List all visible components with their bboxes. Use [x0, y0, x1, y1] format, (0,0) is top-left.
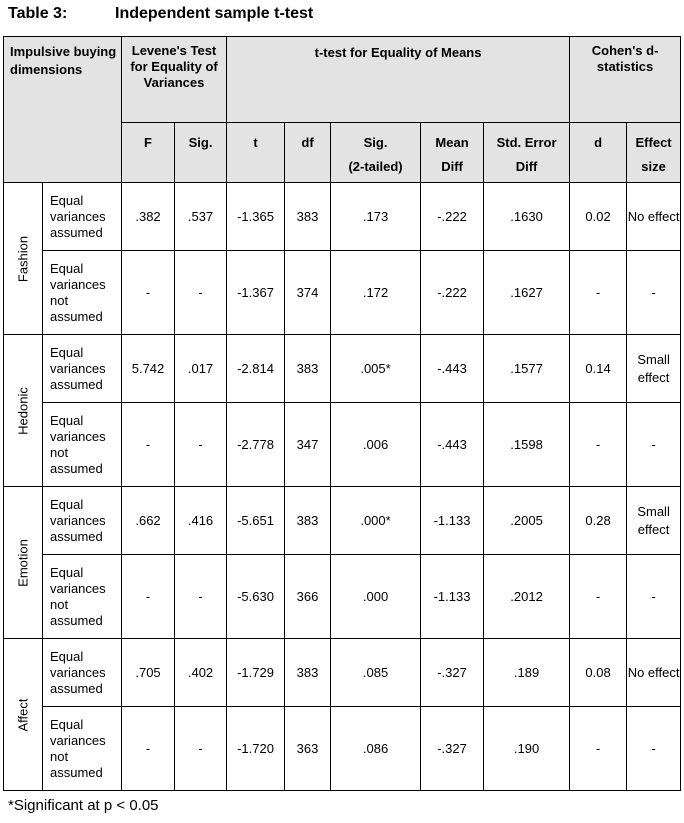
cell-effect: No effect: [627, 639, 681, 707]
cell-d: 0.14: [570, 335, 627, 403]
table-title: Independent sample t-test: [115, 5, 314, 22]
cell-mean: -.443: [421, 403, 484, 487]
cell-df: 383: [285, 183, 331, 251]
cell-d: 0.08: [570, 639, 627, 707]
cell-t: -5.651: [227, 487, 285, 555]
table-row: [4, 335, 681, 403]
table-number: Table 3:: [8, 5, 68, 22]
cell-mean: -.443: [421, 335, 484, 403]
cell-t: -1.367: [227, 251, 285, 335]
cell-se: .189: [484, 639, 570, 707]
cell-F: -: [122, 403, 175, 487]
cell-df: 383: [285, 639, 331, 707]
table-row: [4, 639, 681, 707]
cell-F: -: [122, 251, 175, 335]
cell-sig2: .000*: [331, 487, 421, 555]
row-label: Equal variances not assumed: [43, 251, 122, 335]
header-df: df: [285, 123, 331, 183]
cell-d: -: [570, 251, 627, 335]
cell-t: -2.814: [227, 335, 285, 403]
header-ttest: t-test for Equality of Means: [227, 37, 570, 123]
header-dimension: Impulsive buying dimensions: [4, 37, 122, 183]
table-row: [4, 555, 681, 639]
cell-F: .382: [122, 183, 175, 251]
cell-se: .1630: [484, 183, 570, 251]
cell-sig2: .005*: [331, 335, 421, 403]
cell-d: -: [570, 707, 627, 791]
cell-sig2: .086: [331, 707, 421, 791]
group-label-cell: [4, 639, 43, 791]
cell-sig: .402: [175, 639, 227, 707]
cell-F: .662: [122, 487, 175, 555]
cell-sig: .537: [175, 183, 227, 251]
cell-df: 383: [285, 335, 331, 403]
row-label: Equal variances assumed: [43, 335, 122, 403]
cell-effect: -: [627, 707, 681, 791]
cell-mean: -.222: [421, 183, 484, 251]
row-label: Equal variances assumed: [43, 639, 122, 707]
cell-F: 5.742: [122, 335, 175, 403]
group-label-cell: [4, 335, 43, 487]
row-label: Equal variances not assumed: [43, 403, 122, 487]
table-caption: [8, 3, 313, 25]
cell-sig: .017: [175, 335, 227, 403]
row-label: Equal variances assumed: [43, 487, 122, 555]
cell-effect: Small effect: [627, 487, 681, 555]
cell-sig2: .000: [331, 555, 421, 639]
table-row: [4, 251, 681, 335]
cell-effect: -: [627, 251, 681, 335]
cell-F: -: [122, 555, 175, 639]
group-label: Emotion: [15, 538, 31, 587]
cell-d: 0.28: [570, 487, 627, 555]
cell-sig: .416: [175, 487, 227, 555]
cell-mean: -.222: [421, 251, 484, 335]
t-test-table: [3, 36, 681, 791]
cell-d: -: [570, 555, 627, 639]
cell-t: -1.720: [227, 707, 285, 791]
header-sig-2tailed-line2: (2-tailed): [348, 159, 403, 174]
header-sig-2tailed-line1: Sig.: [363, 135, 388, 150]
cell-se: .2005: [484, 487, 570, 555]
cell-effect: No effect: [627, 183, 681, 251]
header-d: d: [570, 123, 627, 183]
table-row: [4, 403, 681, 487]
cell-mean: -.327: [421, 707, 484, 791]
cell-d: -: [570, 403, 627, 487]
cell-mean: -1.133: [421, 555, 484, 639]
header-std-error: [484, 123, 570, 183]
header-mean-diff: [421, 123, 484, 183]
cell-d: 0.02: [570, 183, 627, 251]
cell-mean: -1.133: [421, 487, 484, 555]
header-sig-2tailed: [331, 123, 421, 183]
cell-sig: -: [175, 555, 227, 639]
group-label-cell: [4, 183, 43, 335]
cell-se: .1577: [484, 335, 570, 403]
cell-effect: -: [627, 555, 681, 639]
cell-se: .2012: [484, 555, 570, 639]
header-f: F: [122, 123, 175, 183]
cell-effect: -: [627, 403, 681, 487]
header-effect-size: [627, 123, 681, 183]
cell-sig: -: [175, 251, 227, 335]
group-label: Hedonic: [15, 386, 31, 435]
cell-t: -5.630: [227, 555, 285, 639]
cell-t: -1.365: [227, 183, 285, 251]
group-label: Affect: [15, 697, 31, 732]
cell-se: .190: [484, 707, 570, 791]
footnote: *Significant at p < 0.05: [8, 797, 159, 814]
header-t: t: [227, 123, 285, 183]
header-cohen: Cohen's d-statistics: [570, 37, 681, 123]
row-label: Equal variances assumed: [43, 183, 122, 251]
cell-F: .705: [122, 639, 175, 707]
header-row-top: [4, 37, 681, 123]
table-row: [4, 183, 681, 251]
row-label: Equal variances not assumed: [43, 555, 122, 639]
cell-mean: -.327: [421, 639, 484, 707]
cell-F: -: [122, 707, 175, 791]
cell-df: 366: [285, 555, 331, 639]
cell-t: -1.729: [227, 639, 285, 707]
cell-sig2: .006: [331, 403, 421, 487]
cell-sig2: .085: [331, 639, 421, 707]
cell-effect: Small effect: [627, 335, 681, 403]
group-label-cell: [4, 487, 43, 639]
cell-t: -2.778: [227, 403, 285, 487]
header-effect-size-line2: size: [641, 159, 666, 174]
cell-se: .1627: [484, 251, 570, 335]
table-row: [4, 707, 681, 791]
cell-sig2: .173: [331, 183, 421, 251]
header-mean-diff-line1: Mean: [435, 135, 469, 150]
table-row: [4, 487, 681, 555]
header-levene: Levene's Test for Equality of Variances: [122, 37, 227, 123]
cell-sig: -: [175, 707, 227, 791]
group-label: Fashion: [15, 235, 31, 282]
cell-df: 374: [285, 251, 331, 335]
header-std-error-line1: Std. Error: [496, 135, 557, 150]
cell-df: 347: [285, 403, 331, 487]
cell-df: 363: [285, 707, 331, 791]
cell-se: .1598: [484, 403, 570, 487]
header-mean-diff-line2: Diff: [441, 159, 463, 174]
cell-sig2: .172: [331, 251, 421, 335]
header-effect-size-line1: Effect: [635, 135, 672, 150]
cell-df: 383: [285, 487, 331, 555]
header-std-error-line2: Diff: [515, 159, 538, 174]
row-label: Equal variances not assumed: [43, 707, 122, 791]
header-sig: Sig.: [175, 123, 227, 183]
cell-sig: -: [175, 403, 227, 487]
